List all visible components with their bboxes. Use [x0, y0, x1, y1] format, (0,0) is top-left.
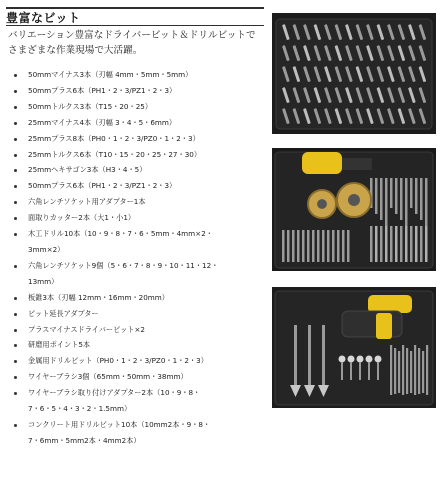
bullet-icon: [14, 169, 17, 172]
bullet-icon: [14, 233, 17, 236]
spec-text: 50mmマイナス3本（刃幅 4mm・5mm・5mm）: [28, 70, 193, 79]
list-item: [8, 131, 270, 147]
bullet-icon: [14, 329, 17, 332]
spec-text: 50mmプラス6本（PH1・2・3/PZ1・2・3）: [28, 85, 177, 95]
list-item: [8, 210, 270, 226]
bullet-icon: [14, 313, 17, 316]
list-item: [8, 258, 270, 290]
spec-text: ワイヤーブラシ取り付けアダプター2本（10・9・8・: [28, 388, 201, 398]
intro-line: バリエーション豊富なドライバービット＆ドリルビットで: [8, 30, 256, 41]
drill-body-icon: [302, 152, 342, 174]
wire-brush-tray-icon: [272, 148, 436, 271]
list-item: [8, 353, 270, 369]
bullet-icon: [14, 201, 17, 204]
bullet-icon: [14, 185, 17, 188]
list-item: [8, 385, 270, 417]
bullet-icon: [14, 360, 17, 363]
spec-text: 25mmプラス8本（PH0・1・2・3/PZ0・1・2・3）: [28, 133, 200, 143]
list-item: [8, 369, 270, 385]
spec-text: 研磨用ポイント5本: [28, 340, 91, 350]
bullet-icon: [14, 106, 17, 109]
bit-set-case-icon: [272, 13, 436, 134]
bullet-icon: [14, 154, 17, 157]
bullet-icon: [14, 376, 17, 379]
section-title: 豊富なビット: [6, 11, 81, 25]
list-item: [8, 337, 270, 353]
spec-text: 六角レンチソケット9個（5・6・7・8・9・10・11・12・: [28, 260, 219, 270]
bullet-icon: [14, 138, 17, 141]
spec-text: 六角レンチソケット用アダプター1本: [28, 197, 146, 207]
spec-text: ビット延長アダプター: [28, 308, 99, 318]
list-item: [8, 226, 270, 258]
list-item: [8, 178, 270, 194]
bullet-icon: [14, 265, 17, 268]
header-bottom-rule: [6, 25, 264, 26]
intro-text: [8, 28, 262, 58]
spec-text-continued: 7・6・5・4・3・2・1.5mm）: [28, 404, 132, 414]
list-item: [8, 99, 270, 115]
wire-brush-tray-photo: [272, 148, 436, 271]
spec-text-continued: 7・6mm・5mm2本・4mm2本）: [28, 435, 141, 445]
spec-text: 50mmトルクス3本（T15・20・25）: [28, 101, 153, 111]
list-item: [8, 306, 270, 322]
list-item: [8, 194, 270, 210]
bullet-icon: [14, 74, 17, 77]
bullet-icon: [14, 297, 17, 300]
spec-text: ワイヤーブラシ3個（65mm・50mm・38mm）: [28, 372, 188, 382]
spec-text: 25mmマイナス4本（刃幅 3・4・5・6mm）: [28, 117, 177, 127]
list-item: [8, 147, 270, 163]
spec-text: コンクリート用ドリルビット10本（10mm2本・9・8・: [28, 419, 211, 429]
list-item: [8, 162, 270, 178]
spec-text-continued: 13mm）: [28, 276, 59, 286]
spec-text: 木工ドリル10本（10・9・8・7・6・5mm・4mm×2・: [28, 229, 213, 239]
bit-set-case-photo: [272, 13, 436, 134]
bullet-icon: [14, 344, 17, 347]
bullet-icon: [14, 392, 17, 395]
spec-text: 25mmトルクス6本（T10・15・20・25・27・30）: [28, 149, 202, 159]
list-item: [8, 417, 270, 449]
list-item: [8, 322, 270, 338]
list-item: [8, 83, 270, 99]
bullet-icon: [14, 424, 17, 427]
section-header: [6, 7, 264, 27]
drill-body-icon: [368, 295, 412, 313]
spec-text: 板錐3本（刃幅 12mm・16mm・20mm）: [28, 292, 169, 302]
spec-text: 金属用ドリルビット（PH0・1・2・3/PZ0・1・2・3）: [28, 356, 208, 366]
spec-text-continued: 3mm×2）: [28, 244, 65, 254]
bullet-icon: [14, 217, 17, 220]
spec-text: 25mmヘキサゴン3本（H3・4・5）: [28, 165, 147, 175]
list-item: [8, 290, 270, 306]
list-item: [8, 115, 270, 131]
bullet-icon: [14, 122, 17, 125]
spec-text: プラスマイナスドライバービット×2: [28, 324, 145, 334]
spec-text: 面取りカッター2本（大1・小1）: [28, 213, 136, 223]
drill-and-spade-bits-photo: [272, 287, 436, 408]
spec-list: [8, 67, 270, 449]
bullet-icon: [14, 90, 17, 93]
list-item: [8, 67, 270, 83]
spec-text: 50mmプラス6本（PH1・2・3/PZ1・2・3）: [28, 181, 177, 191]
intro-line: さまざまな作業現場で大活躍。: [8, 45, 143, 56]
drill-and-spade-bits-icon: [272, 287, 436, 408]
